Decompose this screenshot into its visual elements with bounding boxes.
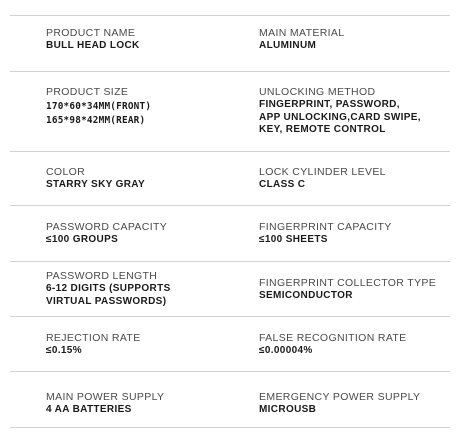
- spec-label: PRODUCT NAME: [46, 27, 136, 39]
- spec-cell-rejection-rate: [46, 332, 241, 358]
- spec-cell-fingerprint-collector-type: [259, 277, 454, 303]
- spec-label: FALSE RECOGNITION RATE: [259, 332, 407, 344]
- spec-cell-main-material: [259, 27, 454, 53]
- spec-label: REJECTION RATE: [46, 332, 141, 344]
- spec-value: STARRY SKY GRAY: [46, 179, 145, 190]
- spec-cell-emergency-power-supply: [259, 391, 454, 417]
- divider: [10, 427, 450, 428]
- spec-cell-password-capacity: [46, 221, 241, 247]
- spec-label: PASSWORD LENGTH: [46, 270, 158, 282]
- spec-value: SEMICONDUCTOR: [259, 290, 353, 301]
- spec-value: CLASS C: [259, 179, 306, 190]
- divider: [10, 261, 450, 262]
- spec-value: 170*60*34MM(FRONT) 165*98*42MM(REAR): [46, 101, 152, 126]
- spec-label: EMERGENCY POWER SUPPLY: [259, 391, 421, 403]
- spec-cell-false-recognition-rate: [259, 332, 454, 358]
- spec-value: FINGERPRINT, PASSWORD, APP UNLOCKING,CARD SWIPE, KEY, REMOTE CONTROL: [259, 99, 421, 135]
- spec-value: 4 AA BATTERIES: [46, 404, 132, 415]
- spec-label: LOCK CYLINDER LEVEL: [259, 166, 386, 178]
- spec-value: ≤100 GROUPS: [46, 234, 119, 245]
- spec-label: MAIN POWER SUPPLY: [46, 391, 165, 403]
- spec-value: 6-12 DIGITS (SUPPORTS VIRTUAL PASSWORDS): [46, 283, 171, 307]
- spec-value: BULL HEAD LOCK: [46, 40, 140, 51]
- spec-value: MICROUSB: [259, 404, 317, 415]
- spec-cell-password-length: [46, 270, 241, 308]
- spec-value: ≤100 SHEETS: [259, 234, 328, 245]
- divider: [10, 205, 450, 206]
- spec-value: ≤0.00004%: [259, 345, 313, 356]
- spec-cell-fingerprint-capacity: [259, 221, 454, 247]
- divider: [10, 316, 450, 317]
- spec-label: PASSWORD CAPACITY: [46, 221, 168, 233]
- spec-label: COLOR: [46, 166, 86, 178]
- spec-label: UNLOCKING METHOD: [259, 86, 376, 98]
- divider: [10, 371, 450, 372]
- spec-cell-lock-cylinder-level: [259, 166, 454, 192]
- spec-label: MAIN MATERIAL: [259, 27, 345, 39]
- spec-value: ALUMINUM: [259, 40, 317, 51]
- spec-label: PRODUCT SIZE: [46, 86, 129, 98]
- spec-cell-color: [46, 166, 241, 192]
- divider: [10, 151, 450, 152]
- spec-cell-product-size: [46, 86, 241, 128]
- spec-label: FINGERPRINT COLLECTOR TYPE: [259, 277, 437, 289]
- spec-label: FINGERPRINT CAPACITY: [259, 221, 392, 233]
- divider: [10, 15, 450, 16]
- divider: [10, 71, 450, 72]
- spec-value: ≤0.15%: [46, 345, 82, 356]
- spec-cell-main-power-supply: [46, 391, 241, 417]
- spec-cell-product-name: [46, 27, 241, 53]
- spec-cell-unlocking-method: [259, 86, 454, 137]
